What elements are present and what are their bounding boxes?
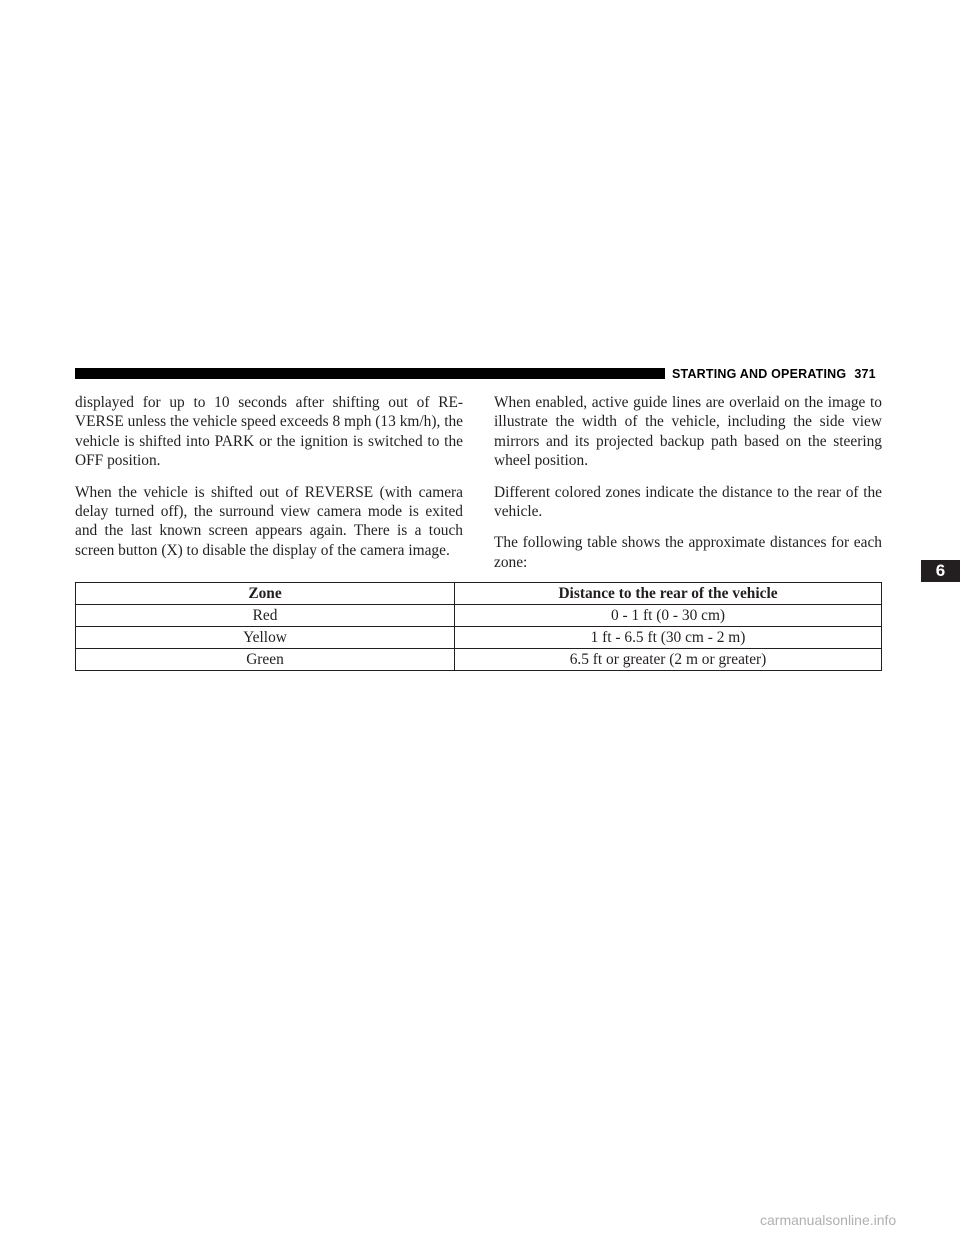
section-title: STARTING AND OPERATING — [672, 367, 847, 381]
zone-distance-table — [75, 582, 882, 671]
page-number: 371 — [854, 367, 876, 381]
table-row — [76, 627, 882, 649]
paragraph: The following table shows the approximate distances for each zone: — [494, 534, 882, 571]
paragraph: Different colored zones indicate the distance to the rear of the vehicle. — [494, 483, 882, 521]
distance-cell: 0 - 1 ft (0 - 30 cm) — [455, 605, 882, 627]
distance-cell: 1 ft - 6.5 ft (30 cm - 2 m) — [455, 627, 882, 649]
paragraph: displayed for up to 10 seconds after shifting out of RE-VERSE unless the vehicle speed exceeds 8 mph (13 km/h), the vehicle is shifted into PARK or the ignition is switched to the OFF position. — [75, 394, 463, 470]
right-column — [494, 393, 882, 584]
column-header-zone: Zone — [76, 583, 455, 605]
table-header-row — [76, 583, 882, 605]
left-column — [75, 393, 463, 572]
paragraph: When enabled, active guide lines are overlaid on the image to illustrate the width of the vehicle, including the side view mirrors and its projected backup path based on the steering wheel position. — [494, 394, 882, 470]
table-row — [76, 605, 882, 627]
zone-cell: Red — [76, 605, 455, 627]
table-row — [76, 649, 882, 671]
running-header — [672, 364, 882, 384]
column-header-distance: Distance to the rear of the vehicle — [455, 583, 882, 605]
distance-cell: 6.5 ft or greater (2 m or greater) — [455, 649, 882, 671]
chapter-tab: 6 — [921, 560, 960, 582]
zone-cell: Yellow — [76, 627, 455, 649]
header-rule — [75, 368, 665, 379]
paragraph: When the vehicle is shifted out of REVERSE (with camera delay turned off), the surround view camera mode is exited and the last known screen appears again. There is a touch screen button (X) to disable the display of the camera image. — [75, 483, 463, 559]
watermark: carmanualsonline.info — [760, 1212, 897, 1228]
zone-cell: Green — [76, 649, 455, 671]
